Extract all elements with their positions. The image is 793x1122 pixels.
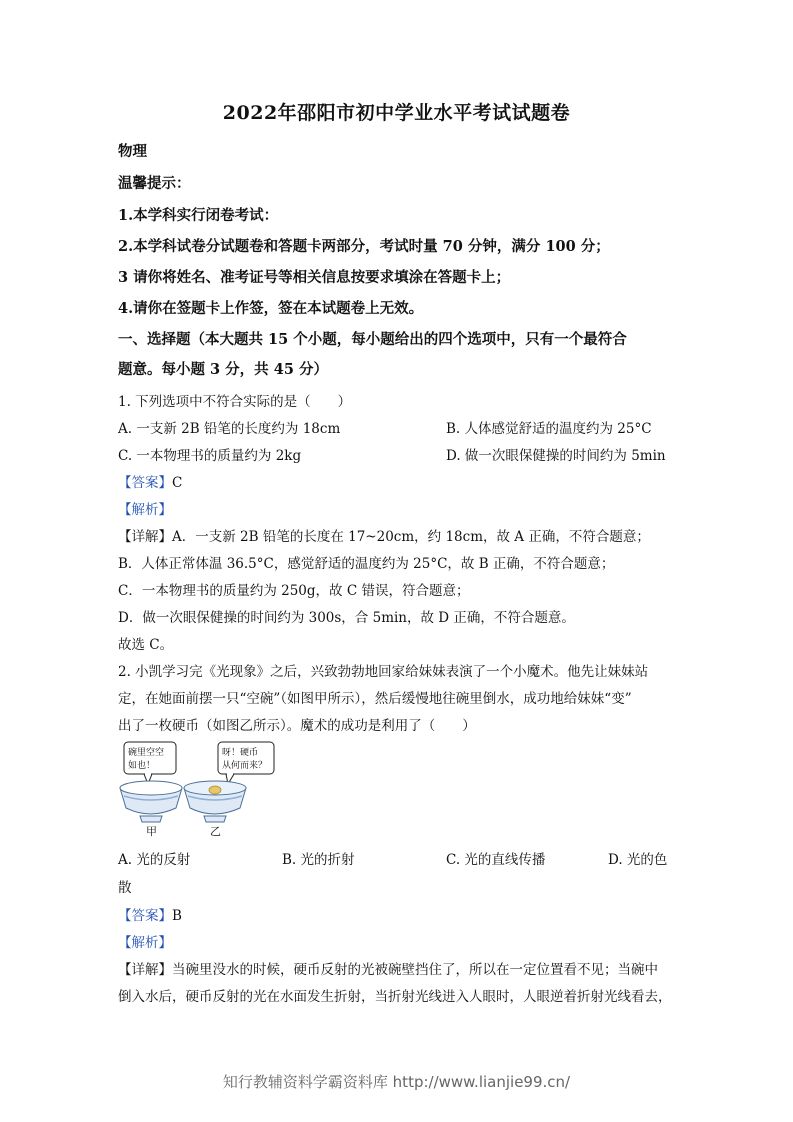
q1-answer-value: C [172, 475, 183, 491]
q2-stem-line-3: 出了一枚硬币（如图乙所示）。魔术的成功是利用了（ ） [118, 718, 476, 734]
speech-bubble-left [124, 742, 176, 784]
q1-answer-tag: 【答案】 [118, 475, 172, 491]
q1-detail-line-4: D．做一次眼保健操的时间约为 300s，合 5min，故 D 正确，不符合题意。 [118, 610, 575, 626]
bowl-empty [120, 781, 182, 822]
bubble-left-line-2: 如也！ [128, 761, 156, 771]
q1-option-d: D. 做一次眼保健操的时间约为 5min [446, 448, 666, 464]
q2-answer-tag: 【答案】 [118, 908, 172, 924]
q1-option-b: B. 人体感觉舒适的温度约为 25°C [446, 421, 652, 437]
notice-item-4: 4.请你在签题卡上作签，签在本试题卷上无效。 [118, 300, 424, 317]
q1-analysis-tag: 【解析】 [118, 502, 172, 518]
q2-detail-tag: 【详解】 [118, 962, 172, 978]
section-heading-line-2: 题意。每小题 3 分，共 45 分） [118, 361, 328, 378]
q1-option-c: C. 一本物理书的质量约为 2kg [118, 448, 302, 464]
exam-title: 2022年邵阳市初中学业水平考试试题卷 [222, 102, 571, 124]
figure-label-jia: 甲 [146, 825, 157, 838]
coin-icon [209, 786, 221, 794]
bowl-with-water [184, 781, 246, 822]
q2-detail-line-1: 当碗里没水的时候，硬币反射的光被碗壁挡住了，所以在一定位置看不见；当碗中 [172, 962, 658, 978]
bubble-right-line-1: 呀！硬币 [222, 748, 259, 758]
page-footer: 知行教辅资料学霸资料库 http://www.lianjie99.cn/ [222, 1073, 571, 1091]
q2-option-b: B. 光的折射 [282, 852, 355, 868]
figure-label-yi: 乙 [210, 825, 221, 838]
q2-option-a: A. 光的反射 [118, 852, 191, 868]
q2-answer-value: B [172, 908, 182, 924]
section-heading-line-1: 一、选择题（本大题共 15 个小题，每小题给出的四个选项中，只有一个最符合 [118, 331, 627, 348]
q1-detail-line-3: C．一本物理书的质量约为 250g，故 C 错误，符合题意； [118, 583, 470, 599]
q2-option-d: D. 光的色 [608, 852, 668, 868]
notice-item-1: 1.本学科实行闭卷考试： [118, 207, 279, 224]
q2-stem-line-1: 2. 小凯学习完《光现象》之后，兴致勃勃地回家给妹妹表演了一个小魔术。他先让妹妹站 [118, 664, 649, 680]
q1-answer-row [118, 471, 182, 491]
q1-conclusion: 故选 C。 [118, 637, 174, 653]
q2-analysis-tag: 【解析】 [118, 935, 172, 951]
q2-option-c: C. 光的直线传播 [446, 852, 546, 868]
q2-option-d-continued: 散 [118, 880, 132, 896]
speech-bubble-right [218, 742, 274, 784]
subject-label: 物理 [118, 143, 147, 160]
q1-detail-line-2: B．人体正常体温 36.5°C，感觉舒适的温度约为 25°C，故 B 正确，不符合题意； [118, 556, 615, 572]
bubble-right-line-2: 从何而来？ [222, 761, 268, 771]
q1-detail-row-1 [118, 525, 650, 545]
q1-detail-line-1: A．一支新 2B 铅笔的长度在 17~20cm，约 18cm，故 A 正确，不符合题意； [172, 529, 650, 545]
notice-item-2: 2.本学科试卷分试题卷和答题卡两部分，考试时量 70 分钟，满分 100 分； [118, 238, 610, 255]
q1-detail-tag: 【详解】 [118, 529, 172, 545]
q2-answer-row [118, 904, 182, 924]
bubble-left-line-1: 碗里空空 [128, 748, 165, 758]
notice-item-3: 3 请你将姓名、准考证号等相关信息按要求填涂在答题卡上； [118, 269, 511, 286]
q2-bowls-figure [118, 738, 288, 838]
q2-detail-row-1 [118, 958, 658, 978]
q1-option-a: A. 一支新 2B 铅笔的长度约为 18cm [118, 421, 341, 437]
notice-heading: 温馨提示： [118, 175, 191, 192]
q2-stem-line-2: 定，在她面前摆一只“空碗”（如图甲所示），然后缓慢地往碗里倒水，成功地给妹妹“变” [118, 691, 632, 707]
q2-detail-line-2: 倒入水后，硬币反射的光在水面发生折射，当折射光线进入人眼时，人眼逆着折射光线看去， [118, 989, 672, 1005]
q1-stem: 1. 下列选项中不符合实际的是（ ） [118, 394, 352, 410]
